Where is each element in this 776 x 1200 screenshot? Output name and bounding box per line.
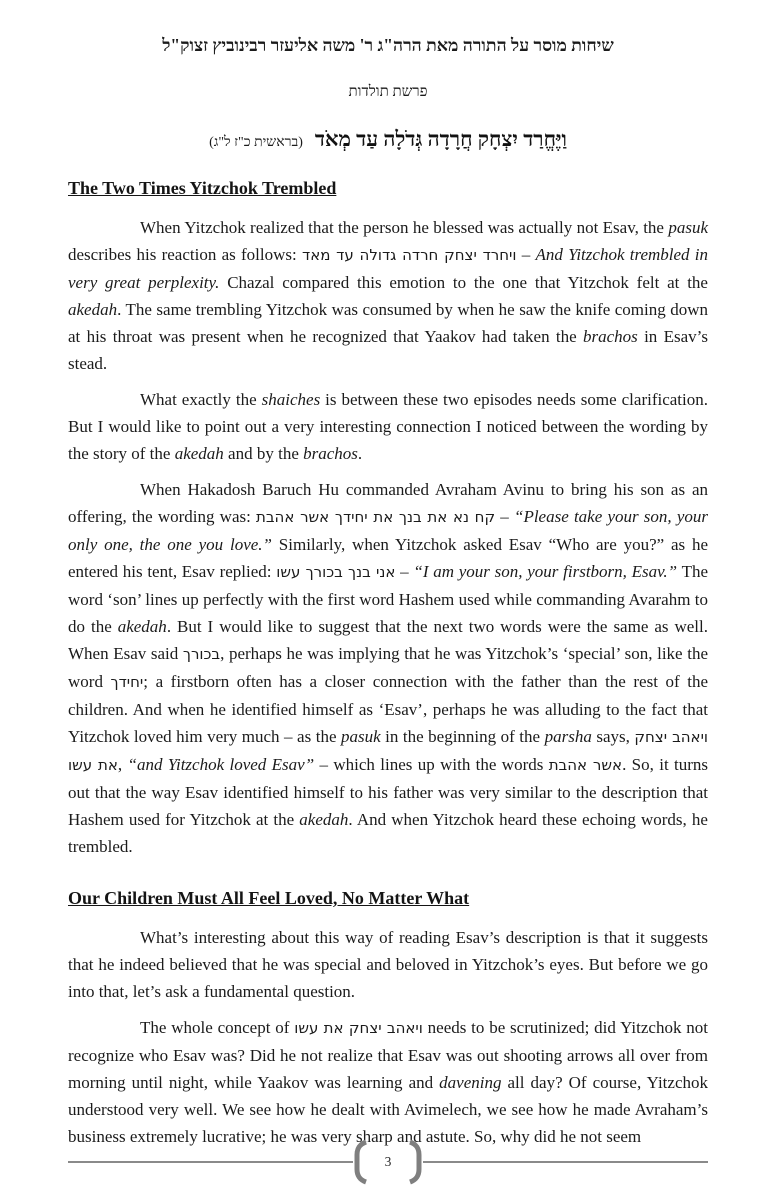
text-run: When Yitzchok realized that the person he blessed was actually not Esav, the: [140, 218, 669, 237]
hebrew-phrase: ויאהב יצחק את עשו: [294, 1019, 423, 1037]
page-number-frame: [353, 1138, 424, 1186]
text-run: . The same trembling Yitzchok was consumed by when he saw the knife coming down at his throat was present when he recognized that Yaakov had taken the: [68, 300, 708, 346]
italic-run: shaiches: [261, 390, 321, 409]
text-run: The word ‘son’ lines up perfectly with the first word Hashem used while commanding Avarahm to do the: [68, 562, 708, 636]
verse-citation: (בראשית כ"ז ל"ג): [209, 135, 303, 150]
right-bracket-icon: [408, 1138, 423, 1186]
hebrew-phrase: ויחרד יצחק חרדה גדולה עד מאד: [302, 246, 517, 264]
left-bracket-icon: [353, 1138, 368, 1186]
doc-title-hebrew: שיחות מוסר על התורה מאת הרה"ג ר' משה אליעזר רבינוביץ זצוק"ל: [162, 35, 614, 55]
doc-header: [68, 34, 708, 152]
italic-run: pasuk: [341, 727, 381, 746]
italic-run: brachos: [582, 327, 638, 346]
section-heading: The Two Times Yitzchok Trembled: [68, 178, 337, 198]
footer-rule-left: [68, 1161, 353, 1163]
text-run: . And when Yitzchok heard these echoing words, he trembled.: [68, 810, 708, 856]
text-run: is between these two episodes needs some clarification. But I would like to point out a very interesting connection I noticed between the wording by the story of the: [68, 390, 708, 463]
hebrew-phrase: ויאהב יצחק את עשו: [68, 728, 709, 774]
hebrew-phrase: אני בנך בכורך עשו: [276, 563, 396, 581]
text-run: –: [516, 245, 536, 264]
hebrew-phrase: בכורך: [182, 645, 221, 663]
italic-run: “and Yitzchok loved Esav”: [127, 755, 315, 774]
text-run: .: [357, 444, 363, 463]
text-run: . So, it turns out that the way Esav identified himself to his father was very similar to the description that Hashem used for Yitzchok at the: [68, 755, 709, 829]
text-run: . But I would like to suggest that the next two words were the same as well. When Esav said: [68, 617, 708, 663]
italic-run: pasuk: [668, 218, 708, 237]
paragraph: [68, 1014, 708, 1150]
text-run: –: [495, 507, 514, 526]
paragraph: [68, 386, 708, 467]
text-run: –: [395, 562, 414, 581]
text-run: and by the: [223, 444, 304, 463]
text-run: What exactly the: [140, 390, 262, 409]
italic-run: davening: [439, 1073, 502, 1092]
text-run: What’s interesting about this way of reading Esav’s description is that it suggests that he indeed believed that he was special and beloved in Yitzchok’s eyes. But before we go into that, let’s ask a fundamental question.: [68, 928, 708, 1001]
hebrew-phrase: קח נא את בנך את יחידך אשר אהבת: [256, 508, 496, 526]
italic-run: brachos: [303, 444, 358, 463]
parsha-title: פרשת תולדות: [348, 84, 428, 100]
sections: [68, 176, 708, 1150]
text-run: needs to be scrutinized; did Yitzchok not recognize who Esav was? Did he not realize that Esav was out shooting arrows all over from morning until night, while Yaakov was learning and: [68, 1018, 708, 1092]
italic-run: “Please take your son, your only one, the one you love.”: [68, 507, 708, 554]
italic-run: And Yitzchok trembled in very great perplexity.: [68, 245, 709, 292]
text-run: ,: [117, 755, 128, 774]
hebrew-phrase: יחידך: [110, 673, 144, 691]
text-run: in the beginning of the: [380, 727, 545, 746]
page-footer: [68, 1138, 708, 1186]
italic-run: akedah: [117, 617, 167, 636]
text-run: all day? Of course, Yitzchok understood very well. We see how he dealt with Avimelech, we see how he made Avraham’s business extremely lucrative; he was very sharp and astute. So, why did he not seem: [68, 1073, 708, 1146]
text-run: , perhaps he was implying that he was Yitzchok’s ‘special’ son, like the word: [68, 644, 708, 691]
paragraph: [68, 214, 708, 377]
text-run: Chazal compared this emotion to the one that Yitzchok felt at the: [219, 273, 708, 292]
text-run: The whole concept of: [140, 1018, 295, 1037]
text-run: When Hakadosh Baruch Hu commanded Avraham Avinu to bring his son as an offering, the wording was:: [68, 480, 708, 526]
text-run: describes his reaction as follows:: [68, 245, 302, 264]
hebrew-phrase: אשר אהבת: [548, 756, 623, 774]
paragraph: [68, 476, 708, 860]
footer-rule-right: [423, 1161, 708, 1163]
text-run: Similarly, when Yitzchok asked Esav “Who are you?” as he entered his tent, Esav replied:: [68, 535, 708, 581]
verse-text: וַיֶּחֱרַד יִצְחָק חֲרָדָה גְּדֹלָה עַד מְאֹד: [314, 127, 567, 151]
italic-run: parsha: [544, 727, 592, 746]
italic-run: akedah: [68, 300, 118, 319]
italic-run: akedah: [174, 444, 224, 463]
section-heading: Our Children Must All Feel Loved, No Matter What: [68, 888, 470, 908]
page-number: 3: [384, 1154, 392, 1169]
text-run: in Esav’s stead.: [68, 327, 708, 373]
paragraph: [68, 924, 708, 1005]
italic-run: akedah: [299, 810, 349, 829]
text-run: says,: [591, 727, 635, 746]
italic-run: “I am your son, your firstborn, Esav.”: [413, 562, 678, 581]
verse-line: [68, 127, 708, 152]
text-run: – which lines up with the words: [314, 755, 549, 774]
text-run: ; a firstborn often has a closer connection with the father than the rest of the children. And when he identified himself as ‘Esav’, perhaps he was alluding to the fact that Yitzchok loved him very much – as the: [68, 672, 708, 746]
